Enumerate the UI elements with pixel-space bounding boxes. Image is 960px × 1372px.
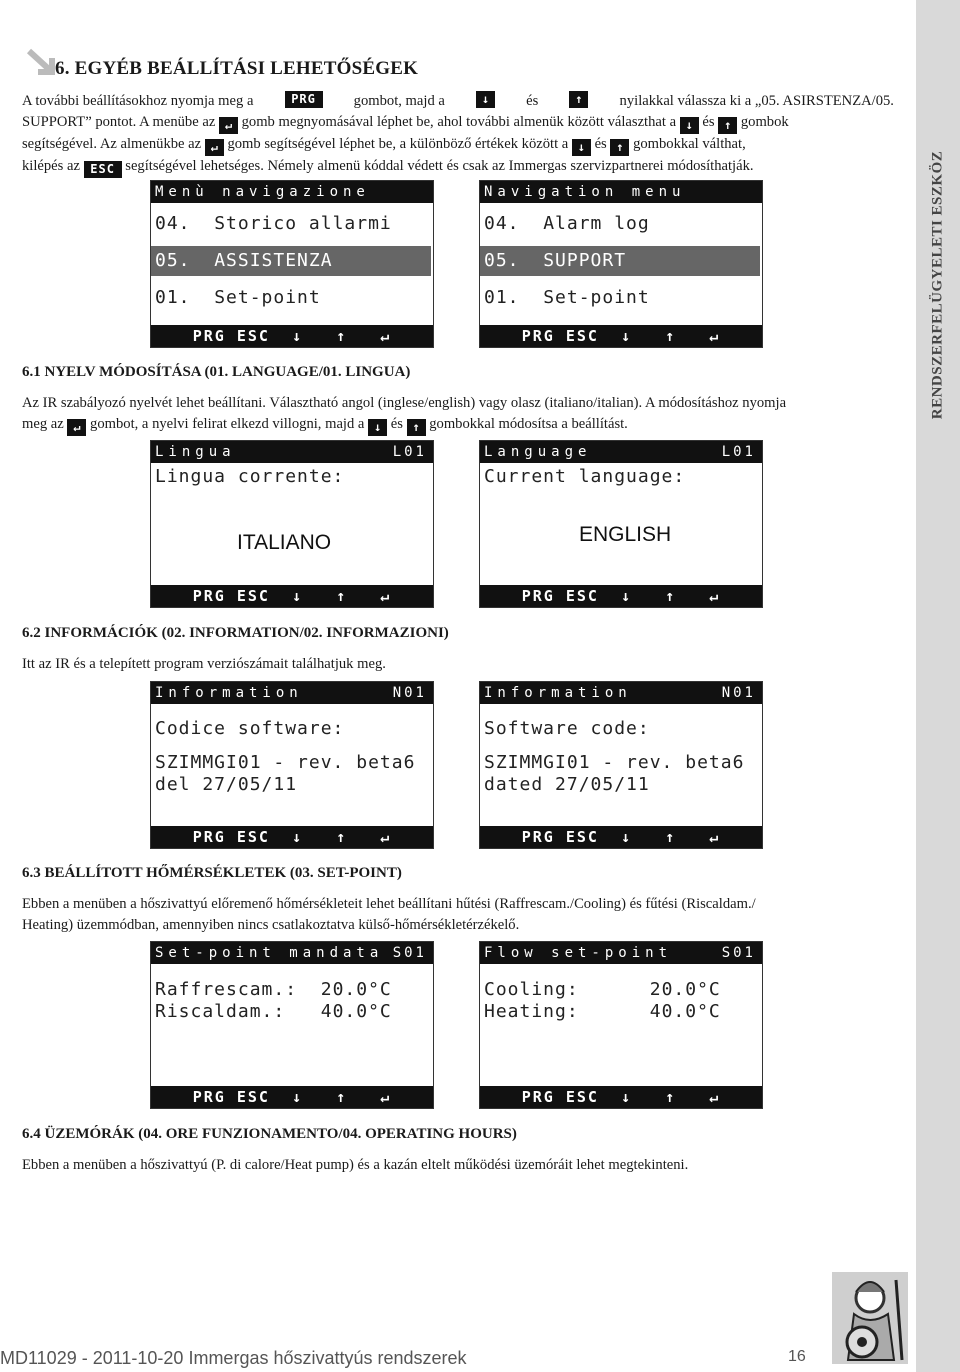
heading-6-1: 6.1 NYELV MÓDOSÍTÁSA (01. LANGUAGE/01. LINGUA) bbox=[22, 364, 411, 380]
up-key-icon: ↑ bbox=[718, 117, 737, 134]
footer-text: MD11029 - 2011-10-20 Immergas hőszivattyús rendszerek bbox=[0, 1348, 467, 1368]
language-value: ITALIANO bbox=[237, 531, 332, 554]
down-key-icon: ↓ bbox=[368, 419, 387, 436]
lcd-header: Menù navigazione bbox=[151, 181, 433, 203]
up-key-icon: ↑ bbox=[610, 139, 629, 156]
down-key-icon: ↓ bbox=[572, 139, 591, 156]
lcd-setpoint-en bbox=[479, 941, 763, 1109]
lcd-line: Software code: bbox=[484, 718, 650, 739]
enter-key-icon: ↵ bbox=[219, 117, 238, 134]
page-number: 16 bbox=[788, 1348, 806, 1365]
intro-line-3: segítségével. Az almenükbe az ↵ gomb segítségével léphet be, a különböző értékek között a ↓ és ↑ gombokkal válthat, bbox=[22, 135, 746, 154]
lcd-line: SZIMMGI01 - rev. beta6 bbox=[484, 752, 745, 773]
lcd-line: Raffrescam.: 20.0°C bbox=[155, 979, 392, 1000]
lcd-menu-it bbox=[150, 180, 434, 348]
intro-line-4: kilépés az ESC segítségével lehetséges. Némely almenü kóddal védett és csak az Immergas szervizpartnerei módosíthatják. bbox=[22, 157, 754, 176]
heading-6-2: 6.2 INFORMÁCIÓK (02. INFORMATION/02. INFORMAZIONI) bbox=[22, 625, 449, 641]
paragraph-6-3-line-1: Ebben a menüben a hőszivattyú előremenő hőmérsékleteit lehet beállítani hűtési (Raffrescam./Cooling) és fűtési (Riscaldam./ bbox=[22, 896, 756, 912]
lcd-key-bar: PRG ESC ↓ ↑ ↵ bbox=[480, 826, 762, 848]
lcd-line: Current language: bbox=[484, 466, 686, 487]
lcd-line: Heating: 40.0°C bbox=[484, 1001, 721, 1022]
lcd-key-bar: PRG ESC ↓ ↑ ↵ bbox=[151, 325, 433, 347]
lcd-key-bar: PRG ESC ↓ ↑ ↵ bbox=[480, 325, 762, 347]
lcd-line: Riscaldam.: 40.0°C bbox=[155, 1001, 392, 1022]
prg-key-icon: PRG bbox=[285, 91, 323, 108]
menu-row: 01. Set-point bbox=[155, 287, 321, 308]
lcd-line: dated 27/05/11 bbox=[484, 774, 650, 795]
lcd-language-it bbox=[150, 440, 434, 608]
up-key-icon: ↑ bbox=[407, 419, 426, 436]
section-title: 6. EGYÉB BEÁLLÍTÁSI LEHETŐSÉGEK bbox=[55, 58, 419, 79]
down-key-icon: ↓ bbox=[680, 117, 699, 134]
side-tab bbox=[916, 0, 960, 1372]
menu-row: 01. Set-point bbox=[484, 287, 650, 308]
up-key-icon: ↑ bbox=[569, 91, 588, 108]
menu-row: 04. Storico allarmi bbox=[155, 213, 392, 234]
menu-row: 04. Alarm log bbox=[484, 213, 650, 234]
lcd-menu-en bbox=[479, 180, 763, 348]
lcd-info-it bbox=[150, 681, 434, 849]
esc-key-icon: ESC bbox=[84, 161, 122, 178]
menu-row-selected: 05. SUPPORT bbox=[480, 246, 760, 276]
lcd-key-bar: PRG ESC ↓ ↑ ↵ bbox=[480, 1086, 762, 1108]
lcd-key-bar: PRG ESC ↓ ↑ ↵ bbox=[151, 585, 433, 607]
lcd-line: Lingua corrente: bbox=[155, 466, 345, 487]
heading-6-3: 6.3 BEÁLLÍTOTT HŐMÉRSÉKLETEK (03. SET-POINT) bbox=[22, 865, 402, 881]
intro-paragraph bbox=[22, 91, 894, 178]
lcd-header: Lingua L01 bbox=[151, 441, 433, 463]
enter-key-icon: ↵ bbox=[205, 139, 224, 156]
arrow-down-right-icon bbox=[26, 48, 56, 76]
paragraph-6-4: Ebben a menüben a hőszivattyú (P. di calore/Heat pump) és a kazán eltelt működési üzemóráit lehet megtekinteni. bbox=[22, 1157, 689, 1173]
lcd-key-bar: PRG ESC ↓ ↑ ↵ bbox=[151, 1086, 433, 1108]
paragraph-6-2: Itt az IR és a telepített program verziószámait találhatjuk meg. bbox=[22, 656, 386, 672]
lcd-line: Cooling: 20.0°C bbox=[484, 979, 721, 1000]
paragraph-6-1-line-1: Az IR szabályozó nyelvét lehet beállítani. Választható angol (inglese/english) vagy olasz (italiano/italian). A módosításhoz nyomja bbox=[22, 395, 787, 411]
lcd-header: Language L01 bbox=[480, 441, 762, 463]
lcd-line: del 27/05/11 bbox=[155, 774, 298, 795]
lcd-header: Flow set-point S01 bbox=[480, 942, 762, 964]
paragraph-6-1-line-2: meg az ↵ gombot, a nyelvi felirat elkezd villogni, majd a ↓ és ↑ gombokkal módosítsa a beállítást. bbox=[22, 415, 628, 434]
down-key-icon: ↓ bbox=[476, 91, 495, 108]
paragraph-6-3 bbox=[22, 894, 894, 935]
lcd-header: Information N01 bbox=[480, 682, 762, 704]
menu-row-selected: 05. ASSISTENZA bbox=[151, 246, 431, 276]
lcd-line: Codice software: bbox=[155, 718, 345, 739]
enter-key-icon: ↵ bbox=[67, 419, 86, 436]
language-value: ENGLISH bbox=[579, 523, 672, 546]
lcd-header: Navigation menu bbox=[480, 181, 762, 203]
warrior-logo-icon bbox=[818, 1270, 910, 1366]
heading-6-4: 6.4 ÜZEMÓRÁK (04. ORE FUNZIONAMENTO/04. OPERATING HOURS) bbox=[22, 1126, 517, 1142]
lcd-header: Set-point mandata S01 bbox=[151, 942, 433, 964]
paragraph-6-1 bbox=[22, 393, 894, 436]
lcd-key-bar: PRG ESC ↓ ↑ ↵ bbox=[480, 585, 762, 607]
intro-line-2: SUPPORT” pontot. A menübe az ↵ gomb megnyomásával léphet be, ahol további almenük között választhat a ↓ és ↑ gombok bbox=[22, 113, 789, 132]
lcd-key-bar: PRG ESC ↓ ↑ ↵ bbox=[151, 826, 433, 848]
side-label: RENDSZERFELÜGYELETI ESZKÖZ bbox=[929, 150, 946, 420]
lcd-header: Information N01 bbox=[151, 682, 433, 704]
lcd-info-en bbox=[479, 681, 763, 849]
lcd-language-en bbox=[479, 440, 763, 608]
paragraph-6-3-line-2: Heating) üzemmódban, amennyiben nincs csatlakoztatva külső-hőmérsékletérzékelő. bbox=[22, 916, 520, 933]
intro-line-1: A további beállításokhoz nyomja meg a PRG gombot, majd a ↓ és ↑ nyilakkal válassza ki a „05. ASIRSTENZA/05. bbox=[22, 92, 894, 109]
lcd-line: SZIMMGI01 - rev. beta6 bbox=[155, 752, 416, 773]
lcd-setpoint-it bbox=[150, 941, 434, 1109]
